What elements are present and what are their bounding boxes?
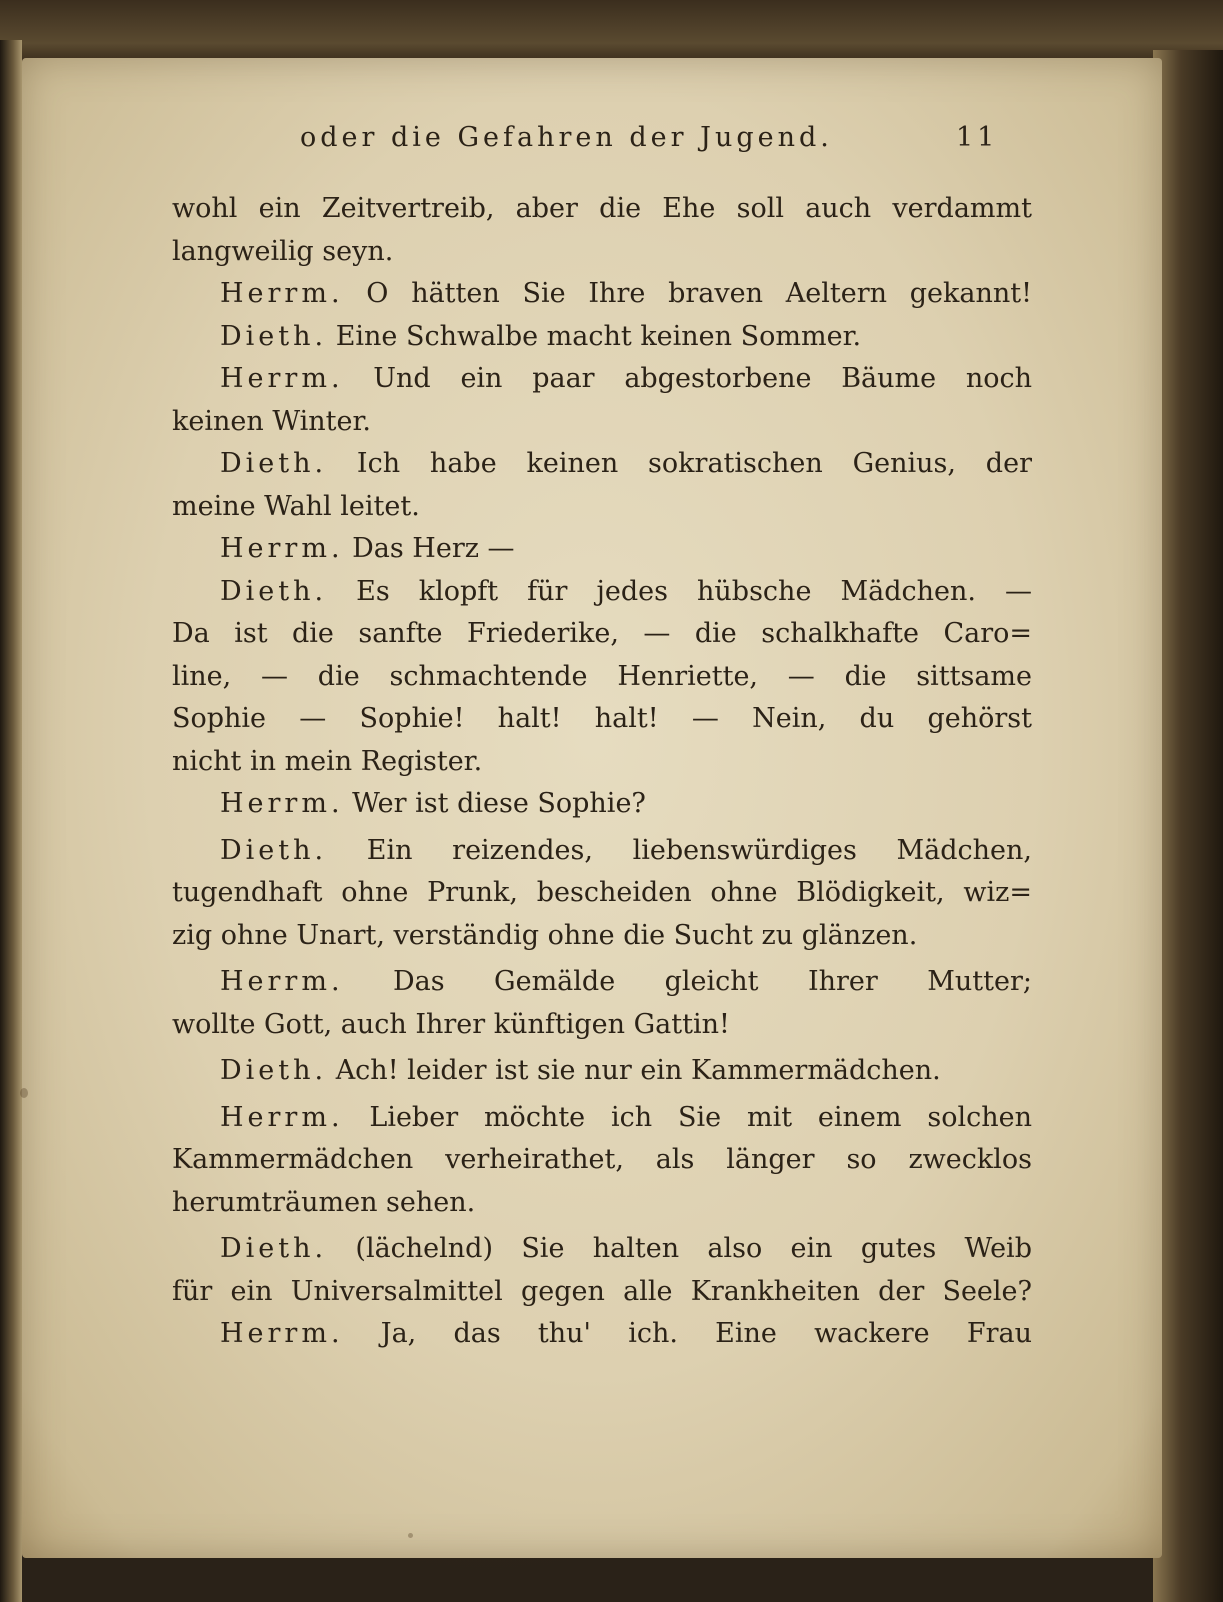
- text-line: Dieth. Eine Schwalbe macht keinen Sommer.: [220, 320, 862, 352]
- text-line: Herrm. Und ein paar abgestorbene Bäume noch: [220, 363, 1032, 394]
- text-line: tugendhaft ohne Prunk, bescheiden ohne Blödigkeit, wiz=: [172, 877, 1032, 908]
- text-line: Herrm. Das Gemälde gleicht Ihrer Mutter;: [220, 966, 1032, 997]
- page-number: 11: [956, 122, 999, 153]
- book-page: [22, 58, 1162, 1558]
- text-line: Herrm. Das Herz —: [220, 533, 515, 564]
- text-line: Herrm. Lieber möchte ich Sie mit einem solchen: [220, 1101, 1032, 1133]
- book-right-edge: [1153, 50, 1223, 1602]
- text-line: zig ohne Unart, verständig ohne die Sucht zu glänzen.: [172, 919, 918, 951]
- text-body: [172, 188, 1032, 1356]
- ink-spot: [408, 1533, 413, 1538]
- text-line: line, — die schmachtende Henriette, — die sittsame: [172, 660, 1032, 692]
- text-line: für ein Universalmittel gegen alle Krankheiten der Seele?: [172, 1275, 1032, 1307]
- text-line: Dieth. (lächelnd) Sie halten also ein gutes Weib: [220, 1233, 1032, 1264]
- text-line: langweilig seyn.: [172, 235, 394, 267]
- book-top-edge: [0, 0, 1223, 62]
- book-spine: [0, 40, 22, 1602]
- text-line: wohl ein Zeitvertreib, aber die Ehe soll auch verdammt: [172, 193, 1032, 224]
- text-line: Sophie — Sophie! halt! halt! — Nein, du gehörst: [172, 703, 1032, 734]
- text-line: herumträumen sehen.: [172, 1186, 476, 1218]
- page-header: [22, 120, 1162, 164]
- text-line: Herrm. Ja, das thu' ich. Eine wackere Frau: [220, 1318, 1032, 1349]
- text-line: meine Wahl leitet.: [172, 490, 420, 522]
- text-line: wollte Gott, auch Ihrer künftigen Gattin!: [172, 1008, 730, 1040]
- text-line: Kammermädchen verheirathet, als länger so zwecklos: [172, 1144, 1032, 1175]
- text-line: Dieth. Ein reizendes, liebenswürdiges Mädchen,: [220, 834, 1032, 866]
- ink-spot: [20, 1088, 28, 1098]
- text-line: Dieth. Ach! leider ist sie nur ein Kammermädchen.: [220, 1055, 941, 1086]
- running-head: oder die Gefahren der Jugend.: [300, 122, 833, 153]
- text-line: keinen Winter.: [172, 405, 371, 437]
- text-line: Dieth. Ich habe keinen sokratischen Genius, der: [220, 448, 1032, 479]
- text-line: nicht in mein Register.: [172, 745, 483, 777]
- text-line: Herrm. Wer ist diese Sophie?: [220, 788, 646, 819]
- text-line: Da ist die sanfte Friederike, — die schalkhafte Caro=: [172, 618, 1032, 649]
- text-line: Dieth. Es klopft für jedes hübsche Mädchen. —: [220, 575, 1032, 607]
- text-line: Herrm. O hätten Sie Ihre braven Aeltern gekannt!: [220, 278, 1032, 309]
